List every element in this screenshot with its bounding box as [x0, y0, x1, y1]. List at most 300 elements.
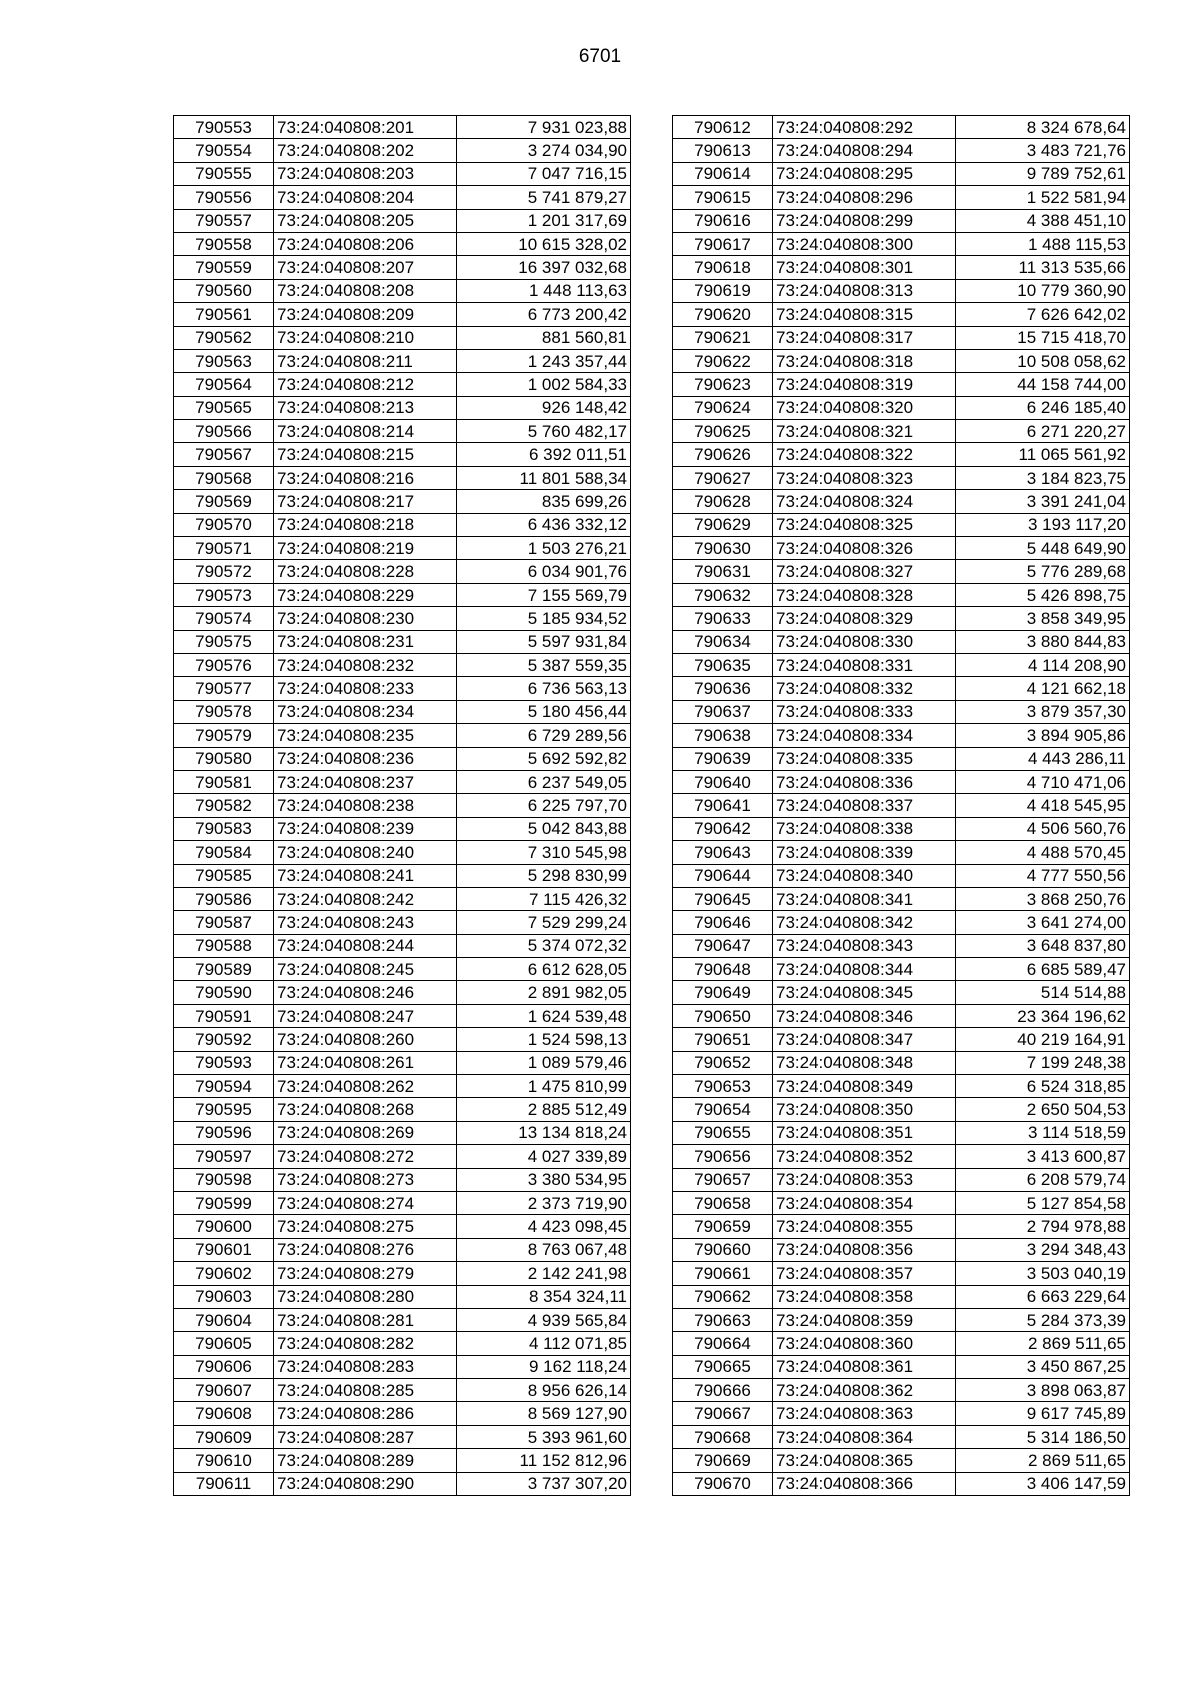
table-row: [673, 864, 1130, 887]
cadastral-number-cell: 73:24:040808:322: [773, 443, 956, 466]
table-row: [673, 794, 1130, 817]
cadastral-number-cell: 73:24:040808:332: [773, 677, 956, 700]
row-number-cell: 790600: [174, 1215, 274, 1238]
table-row: [673, 1121, 1130, 1144]
row-number-cell: 790646: [673, 911, 773, 934]
table-row: [673, 186, 1130, 209]
cadastral-value-cell: 3 483 721,76: [956, 139, 1130, 162]
cadastral-number-cell: 73:24:040808:354: [773, 1191, 956, 1214]
cadastral-value-cell: 6 034 901,76: [457, 560, 631, 583]
cadastral-number-cell: 73:24:040808:287: [274, 1425, 457, 1448]
table-row: [174, 958, 631, 981]
cadastral-number-cell: 73:24:040808:273: [274, 1168, 457, 1191]
cadastral-number-cell: 73:24:040808:218: [274, 513, 457, 536]
cadastral-number-cell: 73:24:040808:351: [773, 1121, 956, 1144]
table-row: [174, 747, 631, 770]
cadastral-number-cell: 73:24:040808:334: [773, 724, 956, 747]
cadastral-value-cell: 3 879 357,30: [956, 700, 1130, 723]
table-row: [673, 724, 1130, 747]
cadastral-value-cell: 16 397 032,68: [457, 256, 631, 279]
row-number-cell: 790663: [673, 1308, 773, 1331]
table-row: [174, 911, 631, 934]
cadastral-value-cell: 5 597 931,84: [457, 630, 631, 653]
table-row: [673, 1004, 1130, 1027]
cadastral-number-cell: 73:24:040808:331: [773, 653, 956, 676]
row-number-cell: 790553: [174, 116, 274, 139]
cadastral-value-cell: 5 426 898,75: [956, 583, 1130, 606]
table-row: [673, 1215, 1130, 1238]
cadastral-value-cell: 4 777 550,56: [956, 864, 1130, 887]
row-number-cell: 790605: [174, 1332, 274, 1355]
cadastral-value-cell: 5 127 854,58: [956, 1191, 1130, 1214]
cadastral-number-cell: 73:24:040808:272: [274, 1145, 457, 1168]
row-number-cell: 790607: [174, 1379, 274, 1402]
row-number-cell: 790652: [673, 1051, 773, 1074]
row-number-cell: 790635: [673, 653, 773, 676]
cadastral-value-cell: 4 388 451,10: [956, 209, 1130, 232]
table-row: [174, 396, 631, 419]
cadastral-number-cell: 73:24:040808:345: [773, 981, 956, 1004]
table-row: [174, 1332, 631, 1355]
cadastral-value-cell: 6 225 797,70: [457, 794, 631, 817]
row-number-cell: 790623: [673, 373, 773, 396]
row-number-cell: 790655: [673, 1121, 773, 1144]
cadastral-value-cell: 2 869 511,65: [956, 1449, 1130, 1472]
row-number-cell: 790636: [673, 677, 773, 700]
row-number-cell: 790597: [174, 1145, 274, 1168]
cadastral-value-cell: 7 529 299,24: [457, 911, 631, 934]
cadastral-value-cell: 514 514,88: [956, 981, 1130, 1004]
cadastral-number-cell: 73:24:040808:328: [773, 583, 956, 606]
row-number-cell: 790577: [174, 677, 274, 700]
row-number-cell: 790603: [174, 1285, 274, 1308]
cadastral-number-cell: 73:24:040808:317: [773, 326, 956, 349]
cadastral-value-cell: 7 047 716,15: [457, 162, 631, 185]
cadastral-value-cell: 3 391 241,04: [956, 490, 1130, 513]
cadastral-number-cell: 73:24:040808:300: [773, 232, 956, 255]
table-row: [174, 232, 631, 255]
cadastral-number-cell: 73:24:040808:327: [773, 560, 956, 583]
cadastral-value-cell: 9 789 752,61: [956, 162, 1130, 185]
table-row: [174, 326, 631, 349]
cadastral-number-cell: 73:24:040808:320: [773, 396, 956, 419]
row-number-cell: 790640: [673, 770, 773, 793]
cadastral-number-cell: 73:24:040808:333: [773, 700, 956, 723]
table-row: [673, 770, 1130, 793]
row-number-cell: 790669: [673, 1449, 773, 1472]
cadastral-value-cell: 6 392 011,51: [457, 443, 631, 466]
cadastral-value-cell: 1 475 810,99: [457, 1075, 631, 1098]
cadastral-value-cell: 6 736 563,13: [457, 677, 631, 700]
cadastral-value-cell: 8 956 626,14: [457, 1379, 631, 1402]
cadastral-number-cell: 73:24:040808:280: [274, 1285, 457, 1308]
row-number-cell: 790601: [174, 1238, 274, 1261]
cadastral-number-cell: 73:24:040808:208: [274, 279, 457, 302]
table-row: [673, 607, 1130, 630]
row-number-cell: 790641: [673, 794, 773, 817]
cadastral-value-cell: 4 506 560,76: [956, 817, 1130, 840]
cadastral-number-cell: 73:24:040808:237: [274, 770, 457, 793]
table-row: [174, 1379, 631, 1402]
cadastral-value-cell: 4 488 570,45: [956, 841, 1130, 864]
table-row: [673, 537, 1130, 560]
cadastral-number-cell: 73:24:040808:336: [773, 770, 956, 793]
row-number-cell: 790660: [673, 1238, 773, 1261]
cadastral-number-cell: 73:24:040808:206: [274, 232, 457, 255]
table-row: [174, 537, 631, 560]
row-number-cell: 790555: [174, 162, 274, 185]
cadastral-number-cell: 73:24:040808:214: [274, 420, 457, 443]
cadastral-value-cell: 4 112 071,85: [457, 1332, 631, 1355]
row-number-cell: 790612: [673, 116, 773, 139]
cadastral-number-cell: 73:24:040808:313: [773, 279, 956, 302]
cadastral-number-cell: 73:24:040808:337: [773, 794, 956, 817]
row-number-cell: 790668: [673, 1425, 773, 1448]
table-row: [673, 466, 1130, 489]
cadastral-number-cell: 73:24:040808:234: [274, 700, 457, 723]
cadastral-number-cell: 73:24:040808:325: [773, 513, 956, 536]
cadastral-value-cell: 3 184 823,75: [956, 466, 1130, 489]
row-number-cell: 790642: [673, 817, 773, 840]
row-number-cell: 790576: [174, 653, 274, 676]
cadastral-value-cell: 4 027 339,89: [457, 1145, 631, 1168]
cadastral-number-cell: 73:24:040808:335: [773, 747, 956, 770]
cadastral-number-cell: 73:24:040808:242: [274, 887, 457, 910]
cadastral-value-cell: 15 715 418,70: [956, 326, 1130, 349]
cadastral-number-cell: 73:24:040808:361: [773, 1355, 956, 1378]
cadastral-value-cell: 7 931 023,88: [457, 116, 631, 139]
cadastral-number-cell: 73:24:040808:210: [274, 326, 457, 349]
cadastral-value-cell: 2 869 511,65: [956, 1332, 1130, 1355]
cadastral-number-cell: 73:24:040808:349: [773, 1075, 956, 1098]
cadastral-value-cell: 3 274 034,90: [457, 139, 631, 162]
table-row: [673, 630, 1130, 653]
cadastral-number-cell: 73:24:040808:216: [274, 466, 457, 489]
cadastral-value-cell: 6 436 332,12: [457, 513, 631, 536]
cadastral-number-cell: 73:24:040808:233: [274, 677, 457, 700]
row-number-cell: 790557: [174, 209, 274, 232]
cadastral-number-cell: 73:24:040808:217: [274, 490, 457, 513]
cadastral-number-cell: 73:24:040808:355: [773, 1215, 956, 1238]
cadastral-number-cell: 73:24:040808:358: [773, 1285, 956, 1308]
row-number-cell: 790585: [174, 864, 274, 887]
table-row: [174, 162, 631, 185]
cadastral-value-cell: 6 237 549,05: [457, 770, 631, 793]
table-row: [673, 1238, 1130, 1261]
cadastral-number-cell: 73:24:040808:236: [274, 747, 457, 770]
table-row: [174, 1168, 631, 1191]
cadastral-value-cell: 5 776 289,68: [956, 560, 1130, 583]
table-row: [174, 653, 631, 676]
cadastral-value-cell: 40 219 164,91: [956, 1028, 1130, 1051]
table-row: [673, 817, 1130, 840]
table-row: [174, 864, 631, 887]
cadastral-value-cell: 44 158 744,00: [956, 373, 1130, 396]
table-row: [673, 256, 1130, 279]
cadastral-value-table-right: [672, 115, 1130, 1496]
cadastral-value-cell: 10 615 328,02: [457, 232, 631, 255]
table-row: [174, 677, 631, 700]
cadastral-value-cell: 5 185 934,52: [457, 607, 631, 630]
table-row: [174, 373, 631, 396]
table-row: [174, 981, 631, 1004]
cadastral-value-cell: 3 450 867,25: [956, 1355, 1130, 1378]
table-row: [174, 466, 631, 489]
table-row: [673, 279, 1130, 302]
cadastral-value-cell: 3 880 844,83: [956, 630, 1130, 653]
table-row: [673, 373, 1130, 396]
cadastral-value-cell: 8 354 324,11: [457, 1285, 631, 1308]
cadastral-number-cell: 73:24:040808:212: [274, 373, 457, 396]
cadastral-value-cell: 4 710 471,06: [956, 770, 1130, 793]
row-number-cell: 790570: [174, 513, 274, 536]
table-row: [174, 700, 631, 723]
cadastral-value-cell: 835 699,26: [457, 490, 631, 513]
cadastral-value-cell: 7 155 569,79: [457, 583, 631, 606]
row-number-cell: 790571: [174, 537, 274, 560]
table-row: [174, 560, 631, 583]
cadastral-value-cell: 8 763 067,48: [457, 1238, 631, 1261]
cadastral-value-cell: 926 148,42: [457, 396, 631, 419]
table-row: [673, 1075, 1130, 1098]
cadastral-value-cell: 3 868 250,76: [956, 887, 1130, 910]
table-row: [673, 162, 1130, 185]
table-row: [673, 1355, 1130, 1378]
row-number-cell: 790580: [174, 747, 274, 770]
table-row: [174, 1425, 631, 1448]
cadastral-number-cell: 73:24:040808:244: [274, 934, 457, 957]
row-number-cell: 790634: [673, 630, 773, 653]
row-number-cell: 790593: [174, 1051, 274, 1074]
cadastral-number-cell: 73:24:040808:282: [274, 1332, 457, 1355]
cadastral-value-cell: 3 503 040,19: [956, 1262, 1130, 1285]
table-row: [673, 209, 1130, 232]
table-row: [174, 1238, 631, 1261]
cadastral-value-cell: 3 648 837,80: [956, 934, 1130, 957]
cadastral-number-cell: 73:24:040808:364: [773, 1425, 956, 1448]
cadastral-number-cell: 73:24:040808:366: [773, 1472, 956, 1495]
table-row: [174, 1285, 631, 1308]
cadastral-value-cell: 3 641 274,00: [956, 911, 1130, 934]
page-number: 6701: [578, 46, 622, 67]
row-number-cell: 790591: [174, 1004, 274, 1027]
cadastral-value-cell: 1 503 276,21: [457, 537, 631, 560]
row-number-cell: 790650: [673, 1004, 773, 1027]
table-row: [174, 490, 631, 513]
cadastral-number-cell: 73:24:040808:323: [773, 466, 956, 489]
row-number-cell: 790567: [174, 443, 274, 466]
cadastral-value-cell: 1 522 581,94: [956, 186, 1130, 209]
cadastral-number-cell: 73:24:040808:301: [773, 256, 956, 279]
cadastral-value-cell: 1 201 317,69: [457, 209, 631, 232]
cadastral-number-cell: 73:24:040808:342: [773, 911, 956, 934]
table-row: [673, 1449, 1130, 1472]
table-row: [673, 116, 1130, 139]
row-number-cell: 790627: [673, 466, 773, 489]
table-row: [174, 630, 631, 653]
table-row: [174, 303, 631, 326]
cadastral-value-cell: 3 193 117,20: [956, 513, 1130, 536]
row-number-cell: 790615: [673, 186, 773, 209]
row-number-cell: 790609: [174, 1425, 274, 1448]
row-number-cell: 790622: [673, 349, 773, 372]
row-number-cell: 790632: [673, 583, 773, 606]
row-number-cell: 790592: [174, 1028, 274, 1051]
cadastral-number-cell: 73:24:040808:260: [274, 1028, 457, 1051]
row-number-cell: 790667: [673, 1402, 773, 1425]
row-number-cell: 790582: [174, 794, 274, 817]
row-number-cell: 790661: [673, 1262, 773, 1285]
table-row: [673, 1285, 1130, 1308]
cadastral-number-cell: 73:24:040808:352: [773, 1145, 956, 1168]
cadastral-value-cell: 8 324 678,64: [956, 116, 1130, 139]
row-number-cell: 790610: [174, 1449, 274, 1472]
cadastral-number-cell: 73:24:040808:365: [773, 1449, 956, 1472]
row-number-cell: 790602: [174, 1262, 274, 1285]
cadastral-value-cell: 11 313 535,66: [956, 256, 1130, 279]
row-number-cell: 790574: [174, 607, 274, 630]
table-row: [673, 1402, 1130, 1425]
cadastral-number-cell: 73:24:040808:356: [773, 1238, 956, 1261]
table-row: [673, 981, 1130, 1004]
row-number-cell: 790651: [673, 1028, 773, 1051]
row-number-cell: 790596: [174, 1121, 274, 1144]
cadastral-value-cell: 8 569 127,90: [457, 1402, 631, 1425]
row-number-cell: 790616: [673, 209, 773, 232]
cadastral-value-cell: 3 406 147,59: [956, 1472, 1130, 1495]
cadastral-value-cell: 1 002 584,33: [457, 373, 631, 396]
cadastral-value-cell: 6 271 220,27: [956, 420, 1130, 443]
table-row: [174, 934, 631, 957]
row-number-cell: 790559: [174, 256, 274, 279]
cadastral-number-cell: 73:24:040808:235: [274, 724, 457, 747]
row-number-cell: 790647: [673, 934, 773, 957]
cadastral-value-cell: 5 042 843,88: [457, 817, 631, 840]
table-row: [174, 817, 631, 840]
cadastral-number-cell: 73:24:040808:211: [274, 349, 457, 372]
table-row: [174, 1402, 631, 1425]
cadastral-value-cell: 5 284 373,39: [956, 1308, 1130, 1331]
table-row: [174, 349, 631, 372]
table-row: [174, 1215, 631, 1238]
cadastral-number-cell: 73:24:040808:318: [773, 349, 956, 372]
table-row: [174, 1449, 631, 1472]
row-number-cell: 790624: [673, 396, 773, 419]
cadastral-value-cell: 5 314 186,50: [956, 1425, 1130, 1448]
cadastral-number-cell: 73:24:040808:205: [274, 209, 457, 232]
table-row: [673, 1425, 1130, 1448]
cadastral-number-cell: 73:24:040808:338: [773, 817, 956, 840]
cadastral-number-cell: 73:24:040808:285: [274, 1379, 457, 1402]
cadastral-value-cell: 4 418 545,95: [956, 794, 1130, 817]
cadastral-number-cell: 73:24:040808:286: [274, 1402, 457, 1425]
cadastral-value-cell: 7 115 426,32: [457, 887, 631, 910]
cadastral-number-cell: 73:24:040808:329: [773, 607, 956, 630]
cadastral-value-cell: 2 142 241,98: [457, 1262, 631, 1285]
row-number-cell: 790653: [673, 1075, 773, 1098]
cadastral-number-cell: 73:24:040808:230: [274, 607, 457, 630]
row-number-cell: 790586: [174, 887, 274, 910]
table-row: [673, 326, 1130, 349]
cadastral-value-cell: 3 898 063,87: [956, 1379, 1130, 1402]
cadastral-value-cell: 6 729 289,56: [457, 724, 631, 747]
cadastral-number-cell: 73:24:040808:299: [773, 209, 956, 232]
cadastral-number-cell: 73:24:040808:340: [773, 864, 956, 887]
cadastral-value-cell: 2 891 982,05: [457, 981, 631, 1004]
cadastral-number-cell: 73:24:040808:359: [773, 1308, 956, 1331]
cadastral-number-cell: 73:24:040808:204: [274, 186, 457, 209]
row-number-cell: 790654: [673, 1098, 773, 1121]
cadastral-value-cell: 11 065 561,92: [956, 443, 1130, 466]
cadastral-number-cell: 73:24:040808:268: [274, 1098, 457, 1121]
cadastral-value-cell: 1 448 113,63: [457, 279, 631, 302]
table-row: [673, 1472, 1130, 1495]
row-number-cell: 790621: [673, 326, 773, 349]
table-row: [673, 1098, 1130, 1121]
row-number-cell: 790617: [673, 232, 773, 255]
row-number-cell: 790614: [673, 162, 773, 185]
table-row: [174, 1262, 631, 1285]
cadastral-value-cell: 1 524 598,13: [457, 1028, 631, 1051]
cadastral-value-cell: 6 246 185,40: [956, 396, 1130, 419]
cadastral-value-cell: 6 685 589,47: [956, 958, 1130, 981]
row-number-cell: 790644: [673, 864, 773, 887]
row-number-cell: 790631: [673, 560, 773, 583]
row-number-cell: 790563: [174, 349, 274, 372]
row-number-cell: 790608: [174, 1402, 274, 1425]
cadastral-value-cell: 10 779 360,90: [956, 279, 1130, 302]
row-number-cell: 790589: [174, 958, 274, 981]
cadastral-number-cell: 73:24:040808:357: [773, 1262, 956, 1285]
table-row: [673, 1028, 1130, 1051]
table-row: [673, 887, 1130, 910]
cadastral-number-cell: 73:24:040808:238: [274, 794, 457, 817]
cadastral-number-cell: 73:24:040808:241: [274, 864, 457, 887]
cadastral-number-cell: 73:24:040808:296: [773, 186, 956, 209]
table-row: [174, 420, 631, 443]
cadastral-value-cell: 5 741 879,27: [457, 186, 631, 209]
cadastral-value-cell: 4 443 286,11: [956, 747, 1130, 770]
table-row: [174, 1028, 631, 1051]
row-number-cell: 790649: [673, 981, 773, 1004]
table-row: [673, 700, 1130, 723]
cadastral-value-cell: 1 624 539,48: [457, 1004, 631, 1027]
table-row: [174, 1355, 631, 1378]
cadastral-value-cell: 3 413 600,87: [956, 1145, 1130, 1168]
row-number-cell: 790620: [673, 303, 773, 326]
cadastral-value-cell: 3 894 905,86: [956, 724, 1130, 747]
cadastral-value-cell: 5 760 482,17: [457, 420, 631, 443]
table-row: [673, 958, 1130, 981]
cadastral-value-cell: 10 508 058,62: [956, 349, 1130, 372]
row-number-cell: 790662: [673, 1285, 773, 1308]
row-number-cell: 790628: [673, 490, 773, 513]
cadastral-value-cell: 6 773 200,42: [457, 303, 631, 326]
table-row: [174, 583, 631, 606]
cadastral-number-cell: 73:24:040808:245: [274, 958, 457, 981]
cadastral-number-cell: 73:24:040808:231: [274, 630, 457, 653]
cadastral-number-cell: 73:24:040808:243: [274, 911, 457, 934]
row-number-cell: 790583: [174, 817, 274, 840]
row-number-cell: 790618: [673, 256, 773, 279]
cadastral-value-cell: 2 373 719,90: [457, 1191, 631, 1214]
table-row: [673, 560, 1130, 583]
cadastral-value-cell: 3 380 534,95: [457, 1168, 631, 1191]
cadastral-number-cell: 73:24:040808:228: [274, 560, 457, 583]
row-number-cell: 790657: [673, 1168, 773, 1191]
cadastral-value-cell: 4 121 662,18: [956, 677, 1130, 700]
cadastral-number-cell: 73:24:040808:201: [274, 116, 457, 139]
